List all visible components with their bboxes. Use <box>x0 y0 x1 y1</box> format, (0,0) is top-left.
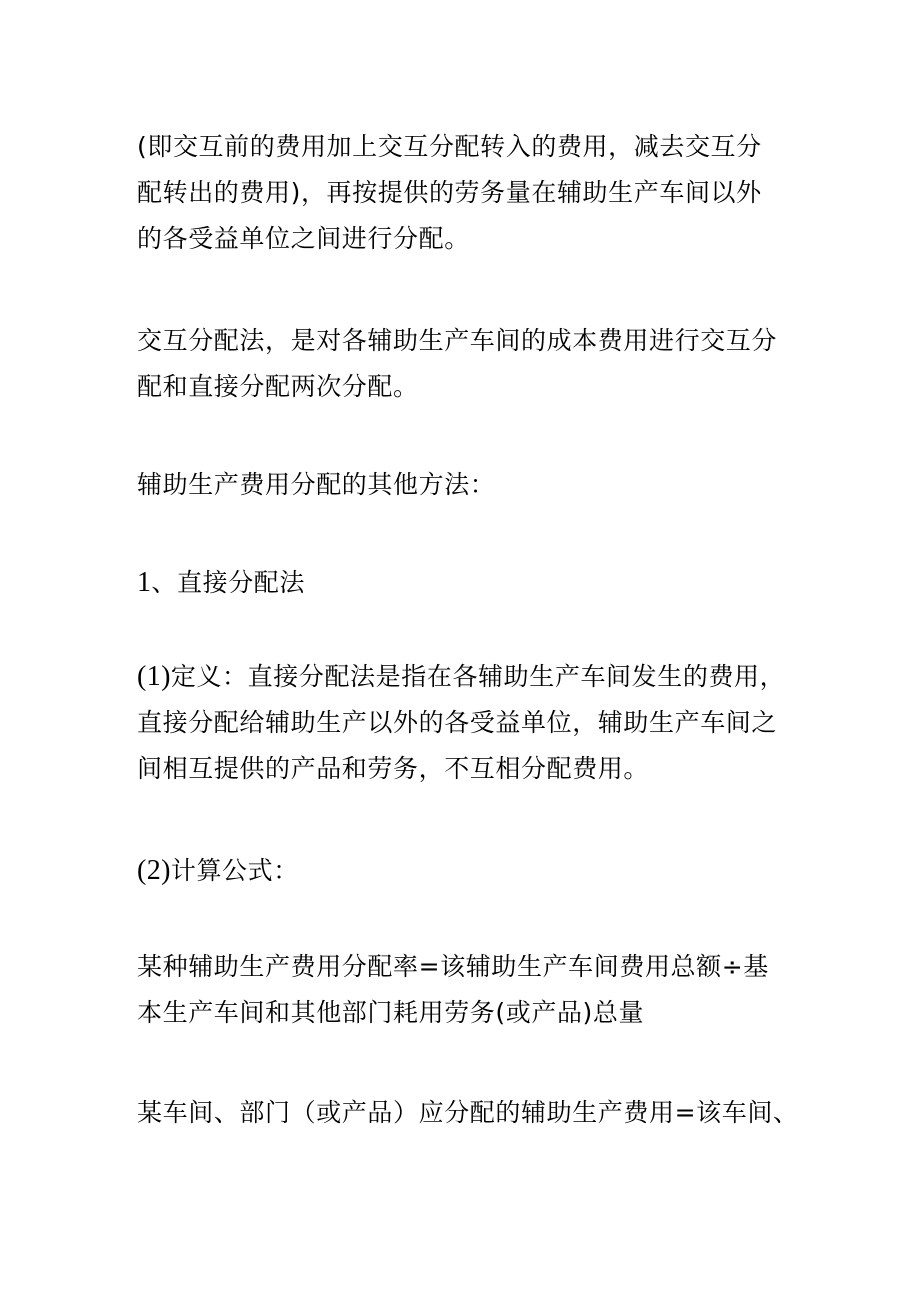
text-line: 配转出的费用)，再按提供的劳务量在辅助生产车间以外 <box>137 178 762 207</box>
text-line: 直接分配给辅助生产以外的各受益单位，辅助生产车间之 <box>137 708 778 737</box>
list-number: (1) <box>137 661 171 692</box>
text-line: 的各受益单位之间进行分配。 <box>137 224 470 253</box>
line-text: 定义：直接分配法是指在各辅助生产车间发生的费用， <box>170 662 786 691</box>
line-text: 计算公式： <box>170 856 299 885</box>
list-number: (2) <box>137 855 171 886</box>
paragraph-direct-allocation-definition <box>137 654 797 792</box>
heading-text: 、直接分配法 <box>151 568 306 597</box>
paragraph-allocated-cost-formula <box>137 1090 797 1136</box>
text-line: 辅助生产费用分配的其他方法： <box>137 470 496 499</box>
heading-direct-allocation <box>137 560 797 606</box>
text-line: 本生产车间和其他部门耗用劳务(或产品)总量 <box>137 998 645 1027</box>
text-line: 某种辅助生产费用分配率=该辅助生产车间费用总额÷基 <box>137 952 769 981</box>
text-line: 配和直接分配两次分配。 <box>137 372 419 401</box>
paragraph-allocation-rate-formula <box>137 944 797 1036</box>
text-line: 间相互提供的产品和劳务，不互相分配费用。 <box>137 754 650 783</box>
heading-calculation-formula <box>137 848 797 894</box>
list-number: 1 <box>137 567 152 598</box>
text-line <box>137 560 797 606</box>
text-line: 某车间、部门（或产品）应分配的辅助生产费用=该车间、 <box>137 1098 799 1127</box>
text-line: 交互分配法，是对各辅助生产车间的成本费用进行交互分 <box>137 326 778 355</box>
paragraph-other-methods-heading <box>137 462 797 508</box>
text-line <box>137 848 797 894</box>
text-line: (即交互前的费用加上交互分配转入的费用，减去交互分 <box>137 132 762 161</box>
paragraph-interactive-allocation-definition <box>137 318 797 410</box>
text-line <box>137 654 797 700</box>
paragraph-allocation-explanation <box>137 124 797 262</box>
